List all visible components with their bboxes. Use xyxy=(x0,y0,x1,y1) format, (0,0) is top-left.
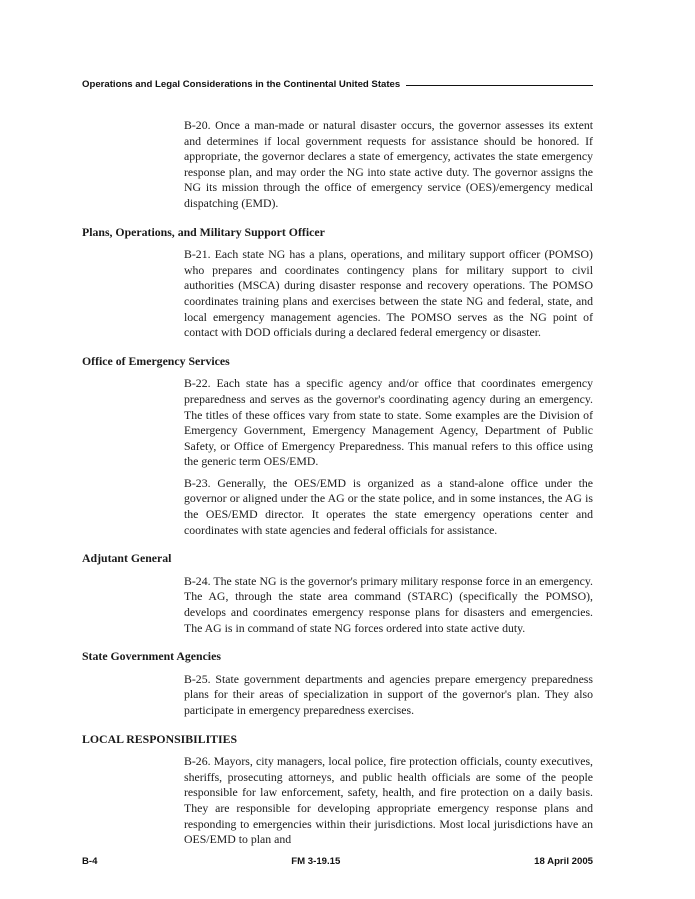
paragraph-b26: B-26. Mayors, city managers, local police, fire protection officials, county executives, sheriffs, prosecuting attorneys, and public health officials are some of the people responsible for law enforcement, safety, health, and fire protection on a daily basis. They are responsible for developing appropriate emergency response plans and responding to emergencies within their jurisdictions. Most local jurisdictions have an OES/EMD to plan and xyxy=(184,754,593,847)
paragraph-b24: B-24. The state NG is the governor's primary military response force in an emergency. The AG, through the state area command (STARC) (specifically the POMSO), develops and coordinates emergency response plans for disasters and emergencies. The AG is in command of state NG forces ordered into state active duty. xyxy=(184,573,593,635)
page-body xyxy=(82,118,593,848)
heading-adjutant-general: Adjutant General xyxy=(82,551,172,566)
paragraph-b21: B-21. Each state NG has a plans, operations, and military support officer (POMSO) who prepares and coordinates contingency plans for military support to civil authorities (MSCA) during disaster response and recovery operations. The POMSO coordinates training plans and exercises between the state NG and federal, state, and local emergency management agencies. The POMSO serves as the NG point of contact with DOD officials during a declared federal emergency or disaster. xyxy=(184,247,593,340)
paragraph-b20: B-20. Once a man-made or natural disaster occurs, the governor assesses its extent and determines if local government requests for assistance should be honored. If appropriate, the governor declares a state of emergency, activates the state emergency response plan, and may order the NG into state active duty. The governor assigns the NG its mission through the office of emergency service (OES)/emergency medical dispatching (EMD). xyxy=(184,118,593,210)
header-title: Operations and Legal Considerations in the Continental United States xyxy=(82,79,401,90)
footer-page-number: B-4 xyxy=(82,856,98,867)
paragraph-b22: B-22. Each state has a specific agency and/or office that coordinates emergency preparedness and serves as the governor's coordinating agency during an emergency. The titles of these offices vary from state to state. Some examples are the Division of Emergency Government, Emergency Management Agency, Department of Public Safety, or Office of Emergency Preparedness. This manual refers to this office using the generic term OES/EMD. xyxy=(184,376,593,469)
heading-pomso: Plans, Operations, and Military Support Officer xyxy=(82,224,325,239)
header-rule xyxy=(406,85,593,86)
running-header xyxy=(82,79,593,90)
footer-manual-id: FM 3-19.15 xyxy=(291,856,341,867)
page-footer xyxy=(82,856,593,867)
heading-office-of-emergency-services: Office of Emergency Services xyxy=(82,353,230,368)
heading-local-responsibilities: LOCAL RESPONSIBILITIES xyxy=(82,731,238,746)
paragraph-b23: B-23. Generally, the OES/EMD is organized as a stand-alone office under the governor or aligned under the AG or the state police, and in some instances, the AG is the OES/EMD director. It operates the state emergency operations center and coordinates with state agencies and federal officials for assistance. xyxy=(184,475,593,537)
paragraph-b25: B-25. State government departments and agencies prepare emergency preparedness plans for their areas of specialization in support of the governor's plan. They also participate in emergency preparedness exercises. xyxy=(184,671,593,717)
footer-date: 18 April 2005 xyxy=(534,856,593,867)
heading-state-government-agencies: State Government Agencies xyxy=(82,649,221,664)
